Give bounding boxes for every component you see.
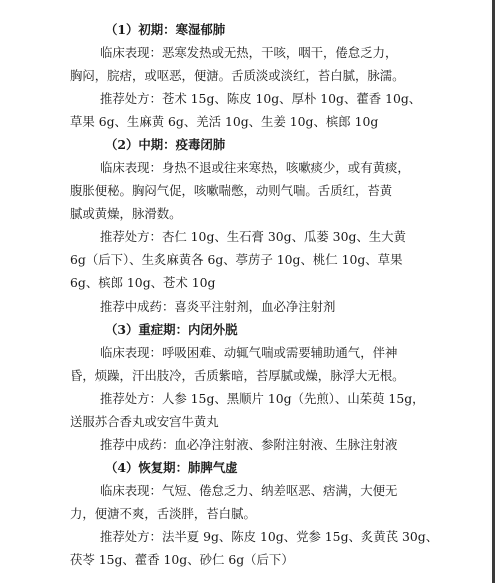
clinical-manifestation-line: 昏，烦躁，汗出肢冷，舌质紫暗，苔厚腻或燥，脉浮大无根。	[70, 367, 405, 383]
section-heading-recovery: （4）恢复期：肺脾气虚	[105, 459, 238, 475]
clinical-manifestation-line: 力，便溏不爽，舌淡胖，苔白腻。	[70, 505, 256, 521]
clinical-manifestation-line: 腻或黄燥，脉滑数。	[70, 206, 182, 222]
patent-medicine-line: 推荐中成药：血必净注射液、参附注射液、生脉注射液	[100, 436, 398, 452]
clinical-manifestation-line: 临床表现：身热不退或往来寒热，咳嗽痰少，或有黄痰，	[100, 160, 410, 176]
prescription-line: 送服苏合香丸或安宫牛黄丸	[70, 413, 219, 429]
prescription-line: 6g（后下）、生炙麻黄各 6g、葶苈子 10g、桃仁 10g、草果	[70, 252, 403, 268]
prescription-line: 草果 6g、生麻黄 6g、羌活 10g、生姜 10g、槟郎 10g	[70, 114, 379, 130]
clinical-manifestation-line: 腹胀便秘。胸闷气促，咳嗽喘憋，动则气喘。舌质红，苔黄	[70, 183, 393, 199]
prescription-line: 推荐处方：人参 15g、黑顺片 10g（先煎）、山茱萸 15g，	[100, 390, 425, 406]
clinical-manifestation-line: 临床表现：恶寒发热或无热，干咳，咽干，倦怠乏力，	[100, 45, 398, 61]
prescription-line: 推荐处方：杏仁 10g、生石膏 30g、瓜蒌 30g、生大黄	[100, 229, 406, 245]
section-heading-middle: （2）中期：疫毒闭肺	[105, 137, 226, 153]
prescription-line: 茯苓 15g、藿香 10g、砂仁 6g（后下）	[70, 551, 294, 567]
patent-medicine-line: 推荐中成药：喜炎平注射剂，血必净注射剂	[100, 298, 336, 314]
section-heading-early: （1）初期：寒湿郁肺	[105, 22, 226, 37]
clinical-manifestation-line: 胸闷，脘痞，或呕恶，便溏。舌质淡或淡红，苔白腻，脉濡。	[70, 68, 405, 84]
prescription-line: 6g、槟郎 10g、苍术 10g	[70, 275, 216, 291]
clinical-manifestation-line: 临床表现：气短、倦怠乏力、纳差呕恶、痞满，大便无	[100, 482, 398, 498]
clinical-manifestation-line: 临床表现：呼吸困难、动辄气喘或需要辅助通气，伴神	[100, 344, 398, 360]
prescription-line: 推荐处方：苍术 15g、陈皮 10g、厚朴 10g、藿香 10g、	[100, 91, 422, 107]
prescription-line: 推荐处方：法半夏 9g、陈皮 10g、党参 15g、炙黄芪 30g、	[100, 528, 439, 544]
section-heading-severe: （3）重症期：内闭外脱	[105, 321, 238, 337]
